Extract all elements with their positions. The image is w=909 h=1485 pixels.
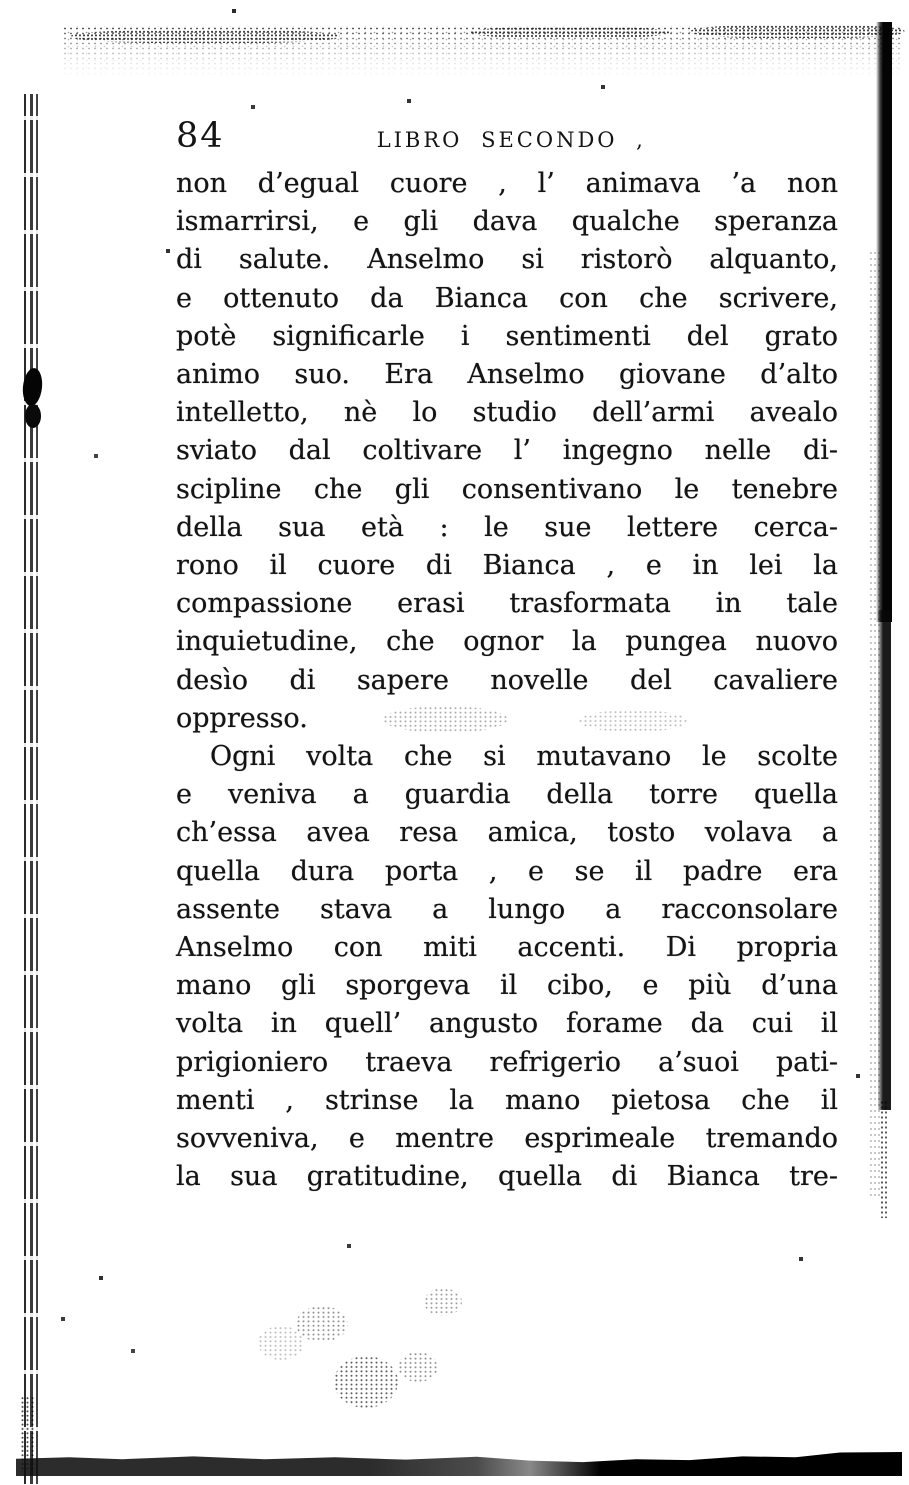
- ink-smudge: [398, 1352, 438, 1382]
- text-line: sovveniva, e mentre esprimeale tremando: [176, 1123, 838, 1155]
- text-line: quella dura porta , e se il padre era: [176, 855, 838, 887]
- page-header: [176, 116, 838, 156]
- text-line: non d’egual cuore , l’ animava ’a non: [176, 168, 838, 199]
- text-line: Anselmo con miti accenti. Di propria: [176, 932, 838, 964]
- binding-ink-blob: [25, 404, 41, 428]
- body-text: [176, 165, 838, 1196]
- text-line: assente stava a lungo a racconsolare: [176, 893, 838, 925]
- scan-noise-patch: [690, 25, 905, 38]
- page-number: 84: [176, 116, 225, 156]
- text-line: potè significarle i sentimenti del grato: [176, 320, 838, 352]
- text-line: la sua gratitudine, quella di Bianca tre-: [176, 1161, 838, 1193]
- text-line: menti , strinse la mano pietosa che il: [176, 1084, 838, 1116]
- binding-edge-left-lines: [21, 94, 41, 1484]
- ink-smudge: [424, 1288, 462, 1316]
- scan-black-bar-bottom: [16, 1452, 902, 1476]
- text-line: di salute. Anselmo si ristorò alquanto,: [176, 244, 838, 276]
- text-line: e veniva a guardia della torre quella: [176, 779, 838, 811]
- ink-smudge: [296, 1306, 348, 1342]
- text-line: volta in quell’ angusto forame da cui il: [176, 1008, 838, 1040]
- text-line: mano gli sporgeva il cibo, e più d’una: [176, 970, 838, 1002]
- text-line: ch’essa avea resa amica, tosto volava a: [176, 817, 838, 849]
- text-line: prigioniero traeva refrigerio a’suoi pati-: [176, 1046, 838, 1078]
- text-line: e ottenuto da Bianca con che scrivere,: [176, 282, 838, 314]
- scan-bar-fringe: [869, 250, 880, 1200]
- text-line: compassione erasi trasformata in tale: [176, 588, 838, 620]
- text-line: ismarrirsi, e gli dava qualche speranza: [176, 206, 838, 238]
- scan-speckles: [0, 0, 2, 2]
- running-header-title: LIBRO SECONDO ,: [376, 128, 646, 152]
- text-line: scipline che gli consentivano le tenebre: [176, 473, 838, 505]
- text-line: desìo di sapere novelle del cavaliere: [176, 664, 838, 696]
- ink-smudge: [258, 1326, 304, 1360]
- ink-smudge: [334, 1356, 398, 1408]
- scan-noise-patch: [70, 30, 340, 43]
- text-line: animo suo. Era Anselmo giovane d’alto: [176, 359, 838, 391]
- text-line: rono il cuore di Bianca , e in lei la: [176, 550, 838, 582]
- text-line-paragraph-end: oppresso.: [176, 702, 308, 734]
- text-line-paragraph-start: Ogni volta che si mutavano le scolte: [210, 741, 838, 773]
- text-line: inquietudine, che ognor la pungea nuovo: [176, 626, 838, 658]
- scan-bar-tail: [880, 1100, 887, 1218]
- text-line: sviato dal coltivare l’ ingegno nelle di-: [176, 435, 838, 467]
- text-line: della sua età : le sue lettere cerca-: [176, 511, 838, 543]
- scan-noise-patch: [470, 27, 670, 38]
- text-line: intelletto, nè lo studio dell’armi avealo: [176, 397, 838, 429]
